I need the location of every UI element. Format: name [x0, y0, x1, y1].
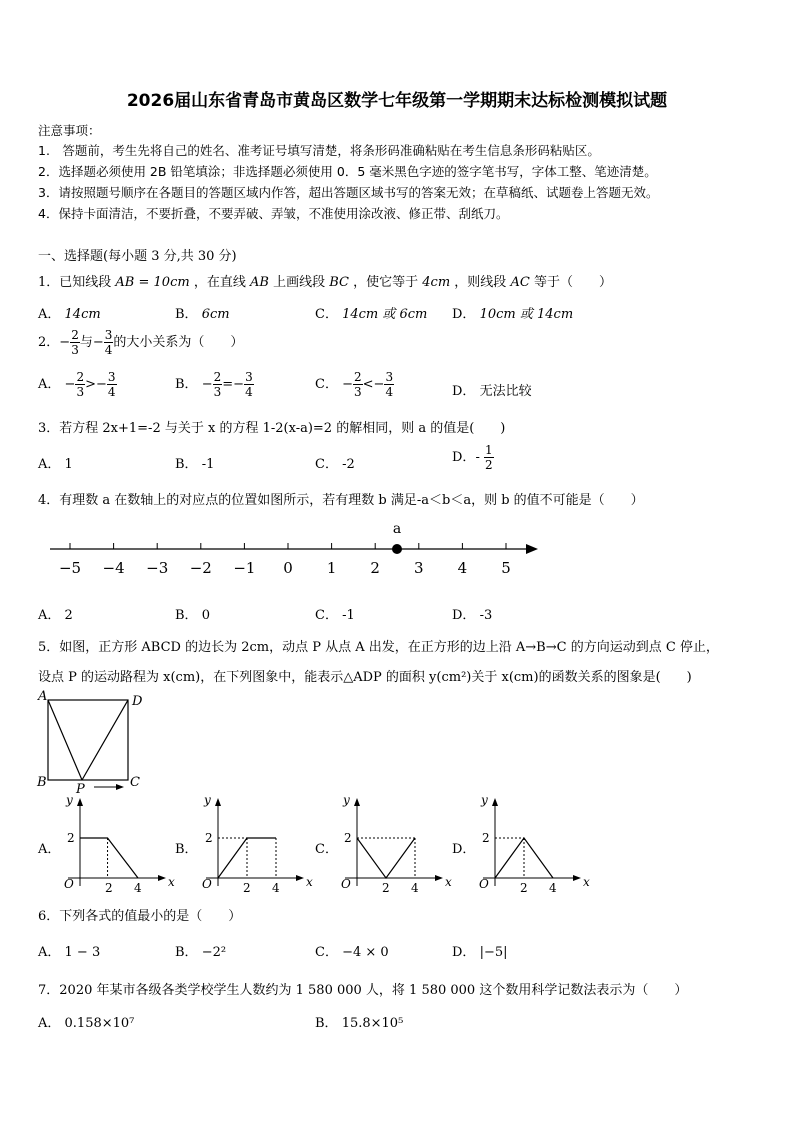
- q3-option-b[interactable]: B． -1: [175, 457, 215, 472]
- q2-option-a[interactable]: A． − $\frac{2}{3}$ >− $\frac{3}{4}$: [38, 370, 116, 399]
- q2-option-c[interactable]: C． − $\frac{2}{3}$ <− $\frac{3}{4}$: [315, 370, 394, 399]
- question-5-line-2: 设点 P 的运动路程为 x(cm)，在下列图象中，能表示△ADP 的面积 y(cm²)关于 x(cm)的函数关系的图象是( ): [38, 670, 692, 685]
- tick-label: 2: [370, 559, 380, 577]
- q4-option-d[interactable]: D． -3: [452, 608, 493, 623]
- q5-graph-a[interactable]: [58, 790, 175, 895]
- x-axis-arrow: [158, 875, 166, 881]
- q7-option-b[interactable]: B． 15.8×10⁵: [315, 1016, 404, 1031]
- origin-label: O: [341, 877, 351, 891]
- q1-option-c[interactable]: C． 14cm 或 6cm: [315, 307, 428, 322]
- tick-label: 5: [501, 559, 511, 577]
- question-3: 3．若方程 2x+1=-2 与关于 x 的方程 1-2(x-a)=2 的解相同，则 a 的值是( ): [38, 421, 506, 436]
- x-label: x: [306, 875, 313, 889]
- question-7: 7．2020 年某市各级各类学校学生人数约为 1 580 000 人，将 1 580 000 这个数用科学记数法表示为（ ）: [38, 983, 688, 998]
- q1-option-d[interactable]: D． 10cm 或 14cm: [452, 307, 574, 322]
- q5-option-c-label[interactable]: C．: [315, 842, 338, 857]
- x-axis-arrow: [435, 875, 443, 881]
- x-label: x: [168, 875, 175, 889]
- notes-heading: 注意事项：: [38, 123, 101, 138]
- q1-option-b[interactable]: B． 6cm: [175, 307, 230, 322]
- note-item-1: 1. 答题前，考生先将自己的姓名、准考证号填写清楚，将条形码准确粘贴在考生信息条形码粘贴区。: [38, 143, 600, 158]
- q2-option-d[interactable]: D． 无法比较: [452, 384, 532, 399]
- q5-graph-d[interactable]: [473, 790, 590, 895]
- question-2: 2．− $\frac{2}{3}$ 与− $\frac{3}{4}$ 的大小关系为（ ）: [38, 328, 244, 357]
- label-c: C: [130, 775, 140, 790]
- x-label: x: [445, 875, 452, 889]
- q1-text-6: 等于（ ）: [533, 275, 612, 290]
- page-title: 2026届山东省青岛市黄岛区数学七年级第一学期期末达标检测模拟试题: [126, 91, 668, 111]
- fraction: $\frac{3}{4}$: [104, 328, 113, 357]
- q3-option-c[interactable]: C． -2: [315, 457, 355, 472]
- q5-option-b-label[interactable]: B．: [175, 842, 198, 857]
- q1-expr-ab: AB = 10cm: [115, 275, 190, 290]
- q7-option-a[interactable]: A． 0.158×10⁷: [38, 1016, 135, 1031]
- function-graph: [357, 838, 415, 878]
- q4-option-c[interactable]: C． -1: [315, 608, 355, 623]
- x-axis-arrow: [296, 875, 304, 881]
- note-item-2: 2．选择题必须使用 2B 铅笔填涂；非选择题必须使用 0．5 毫米黑色字迹的签字笔书写，字体工整、笔迹清楚。: [38, 164, 657, 179]
- y-tick-2: 2: [205, 831, 213, 845]
- tick-label: −1: [233, 559, 256, 577]
- q1-text-2: ，在直线: [193, 275, 246, 290]
- origin-label: O: [64, 877, 74, 891]
- tick-label: −4: [102, 559, 125, 577]
- label-d: D: [132, 694, 143, 709]
- y-label: y: [343, 793, 350, 807]
- q4-option-a[interactable]: A． 2: [38, 608, 73, 623]
- tick-label: −3: [146, 559, 169, 577]
- tick-label: 0: [283, 559, 293, 577]
- q1-text-1: 1．已知线段: [38, 275, 112, 290]
- y-axis-arrow: [77, 798, 83, 806]
- x-tick-4: 4: [134, 881, 142, 895]
- y-tick-2: 2: [67, 831, 75, 845]
- tick-label: 4: [457, 559, 468, 577]
- x-tick-2: 2: [520, 881, 528, 895]
- y-label: y: [66, 793, 73, 807]
- q6-option-c[interactable]: C． −4 × 0: [315, 945, 389, 960]
- point-a: [392, 544, 402, 554]
- question-5-line-1: 5．如图，正方形 ABCD 的边长为 2cm，动点 P 从点 A 出发，在正方形的边上沿 A→B→C 的方向运动到点 C 停止，: [38, 640, 719, 655]
- q5-graph-b[interactable]: [196, 790, 313, 895]
- x-axis-arrow: [573, 875, 581, 881]
- point-a-label: a: [392, 521, 402, 537]
- y-tick-2: 2: [482, 831, 490, 845]
- x-tick-4: 4: [411, 881, 419, 895]
- y-label: y: [204, 793, 211, 807]
- q1-ab: AB: [249, 275, 269, 290]
- q1-text-3: 上画线段: [273, 275, 326, 290]
- number-line: [40, 515, 550, 585]
- q1-len: 4cm: [422, 275, 451, 290]
- y-axis-arrow: [215, 798, 221, 806]
- q6-option-b[interactable]: B． −2²: [175, 945, 227, 960]
- origin-label: O: [202, 877, 212, 891]
- q1-ac: AC: [510, 275, 530, 290]
- note-item-4: 4．保持卡面清洁，不要折叠，不要弄破、弄皱，不准使用涂改液、修正带、刮纸刀。: [38, 206, 509, 221]
- origin-label: O: [479, 877, 489, 891]
- x-tick-2: 2: [243, 881, 251, 895]
- label-p: P: [76, 782, 85, 797]
- x-tick-4: 4: [549, 881, 557, 895]
- x-tick-2: 2: [382, 881, 390, 895]
- x-label: x: [583, 875, 590, 889]
- q1-text-4: ，使它等于: [353, 275, 419, 290]
- q5-graph-c[interactable]: [335, 790, 452, 895]
- tick-label: 3: [414, 559, 424, 577]
- number-line-arrow: [526, 544, 538, 554]
- q5-option-a-label[interactable]: A．: [38, 842, 61, 857]
- q6-option-a[interactable]: A． 1 − 3: [38, 945, 101, 960]
- label-b: B: [37, 775, 47, 790]
- tick-label: 1: [326, 559, 337, 577]
- square-figure: [34, 688, 154, 798]
- fraction: $\frac{2}{3}$: [71, 328, 79, 357]
- question-1: [38, 271, 612, 290]
- function-graph: [80, 838, 138, 878]
- section-heading: 一、选择题(每小题 3 分,共 30 分): [38, 249, 237, 264]
- q5-option-d-label[interactable]: D．: [452, 842, 476, 857]
- q4-option-b[interactable]: B． 0: [175, 608, 210, 623]
- y-axis-arrow: [354, 798, 360, 806]
- q1-bc: BC: [329, 275, 349, 290]
- tick-label: −5: [58, 559, 82, 577]
- q2-option-b[interactable]: B． − $\frac{2}{3}$ =− $\frac{3}{4}$: [175, 370, 253, 399]
- q6-option-d[interactable]: D． |−5|: [452, 945, 508, 960]
- label-a: A: [38, 689, 48, 704]
- x-tick-4: 4: [272, 881, 280, 895]
- y-tick-2: 2: [344, 831, 352, 845]
- tick-label: −2: [189, 559, 212, 577]
- q1-text-5: ，则线段: [454, 275, 507, 290]
- question-4: 4．有理数 a 在数轴上的对应点的位置如图所示，若有理数 b 满足-a＜b＜a，则 b 的值不可能是（ ）: [38, 493, 644, 508]
- note-item-3: 3．请按照题号顺序在各题目的答题区域内作答，超出答题区域书写的答案无效；在草稿纸、试题卷上答题无效。: [38, 185, 659, 200]
- y-label: y: [481, 793, 488, 807]
- x-tick-2: 2: [105, 881, 113, 895]
- y-axis-arrow: [492, 798, 498, 806]
- q1-option-a[interactable]: A． 14cm: [38, 307, 101, 322]
- question-6: 6．下列各式的值最小的是（ ）: [38, 909, 242, 924]
- q3-option-d[interactable]: D．- $\frac{1}{2}$: [452, 443, 493, 472]
- q3-option-a[interactable]: A． 1: [38, 457, 73, 472]
